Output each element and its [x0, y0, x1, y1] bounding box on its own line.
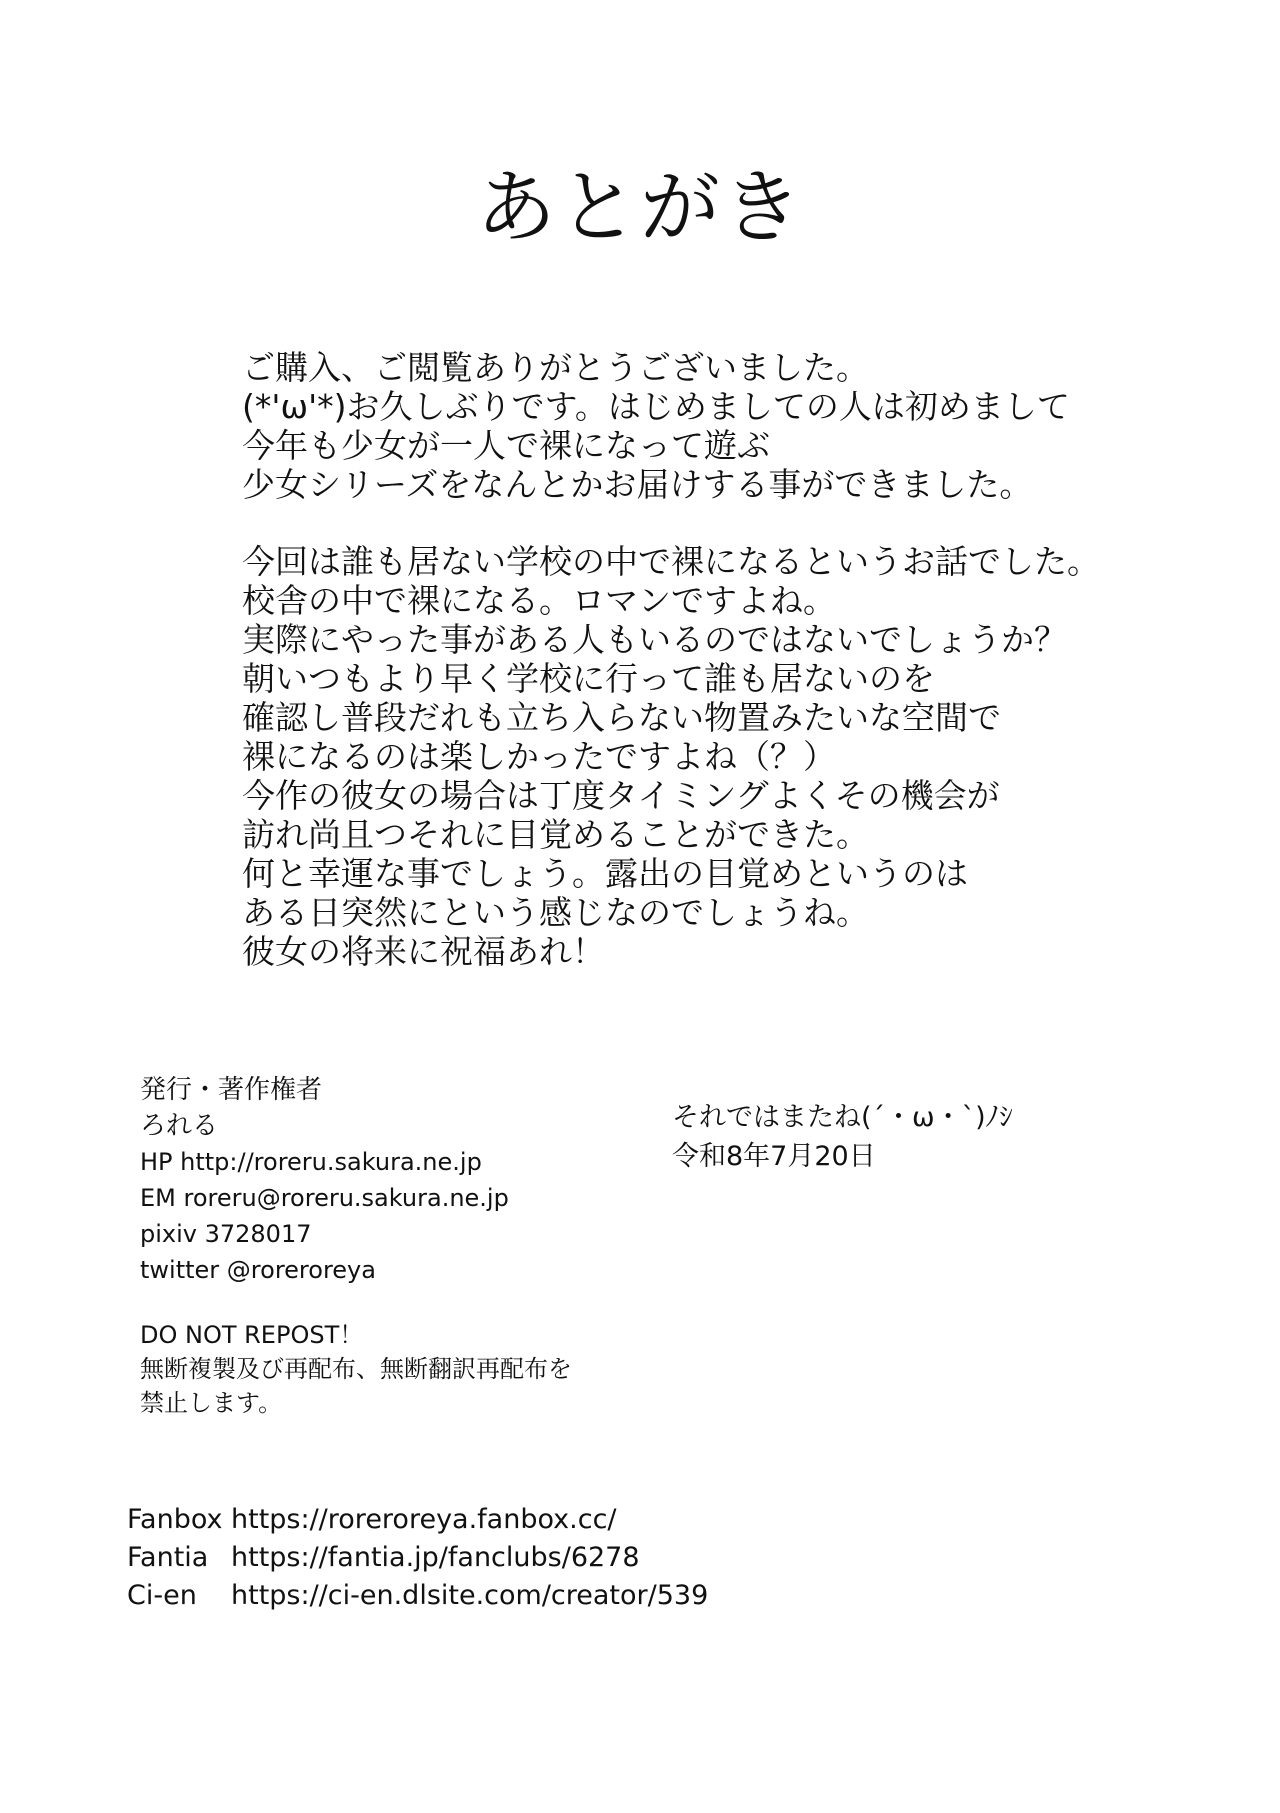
notice-line: 禁止します。	[140, 1389, 283, 1417]
author-name: ろれる	[140, 1111, 219, 1141]
page-title: あとがき	[476, 161, 804, 254]
text-line: 訪れ尚且つそれに目覚めることができた。	[242, 815, 869, 854]
link-label: Fanbox	[127, 1504, 223, 1535]
link-label: Ci-en	[127, 1580, 197, 1611]
text-line: 少女シリーズをなんとかお届けする事ができました。	[242, 465, 1033, 504]
credits-block	[140, 1072, 700, 1288]
publisher-label: 発行・著作権者	[140, 1075, 323, 1105]
signoff-block	[672, 1098, 1192, 1176]
support-links	[127, 1501, 1027, 1615]
text-line: (*'ω'*)お久しぶりです。はじめましての人は初めまして	[242, 387, 1070, 426]
link-row-cien	[127, 1577, 1027, 1615]
text-line: ご購入、ご閲覧ありがとうございました。	[242, 348, 869, 387]
text-line: 今年も少女が一人で裸になって遊ぶ	[242, 426, 770, 465]
twitter-handle: twitter @roreroreya	[140, 1256, 376, 1284]
email-link[interactable]: EM roreru@roreru.sakura.ne.jp	[140, 1184, 509, 1212]
text-line: 実際にやった事がある人もいるのではないでしょうか？	[242, 620, 1067, 659]
text-line: 校舎の中で裸になる。ロマンですよね。	[242, 581, 836, 620]
text-line: 何と幸運な事でしょう。露出の目覚めというのは	[242, 854, 968, 893]
do-not-repost-text: DO NOT REPOST！	[140, 1321, 364, 1349]
text-line: 裸になるのは楽しかったですよね（？）	[242, 737, 836, 776]
text-line: ある日突然にという感じなのでしょうね。	[242, 893, 869, 932]
pixiv-id: pixiv 3728017	[140, 1220, 312, 1248]
fanbox-link[interactable]: https://roreroreya.fanbox.cc/	[231, 1504, 617, 1535]
text-line: 朝いつもより早く学校に行って誰も居ないのを	[242, 659, 935, 698]
homepage-link[interactable]: HP http://roreru.sakura.ne.jp	[140, 1148, 482, 1176]
paragraph-thanks	[242, 348, 1242, 504]
farewell-text: それではまたね(´・ω・`)ﾉｼ	[672, 1102, 1013, 1133]
link-label: Fantia	[127, 1542, 209, 1573]
link-row-fantia	[127, 1539, 1027, 1577]
text-line: 確認し普段だれも立ち入らない物置みたいな空間で	[242, 698, 1001, 737]
notice-line: 無断複製及び再配布、無断翻訳再配布を	[140, 1355, 572, 1383]
text-line: 今回は誰も居ない学校の中で裸になるというお話でした。	[242, 542, 1100, 581]
text-line: 今作の彼女の場合は丁度タイミングよくその機会が	[242, 776, 1000, 815]
repost-notice	[140, 1318, 700, 1420]
afterword-body	[242, 348, 1242, 971]
link-row-fanbox	[127, 1501, 1027, 1539]
fantia-link[interactable]: https://fantia.jp/fanclubs/6278	[231, 1542, 640, 1573]
paragraph-story	[242, 542, 1242, 971]
text-line: 彼女の将来に祝福あれ！	[242, 932, 605, 971]
cien-link[interactable]: https://ci-en.dlsite.com/creator/539	[231, 1580, 709, 1611]
date-text: 令和8年7月20日	[672, 1141, 876, 1172]
